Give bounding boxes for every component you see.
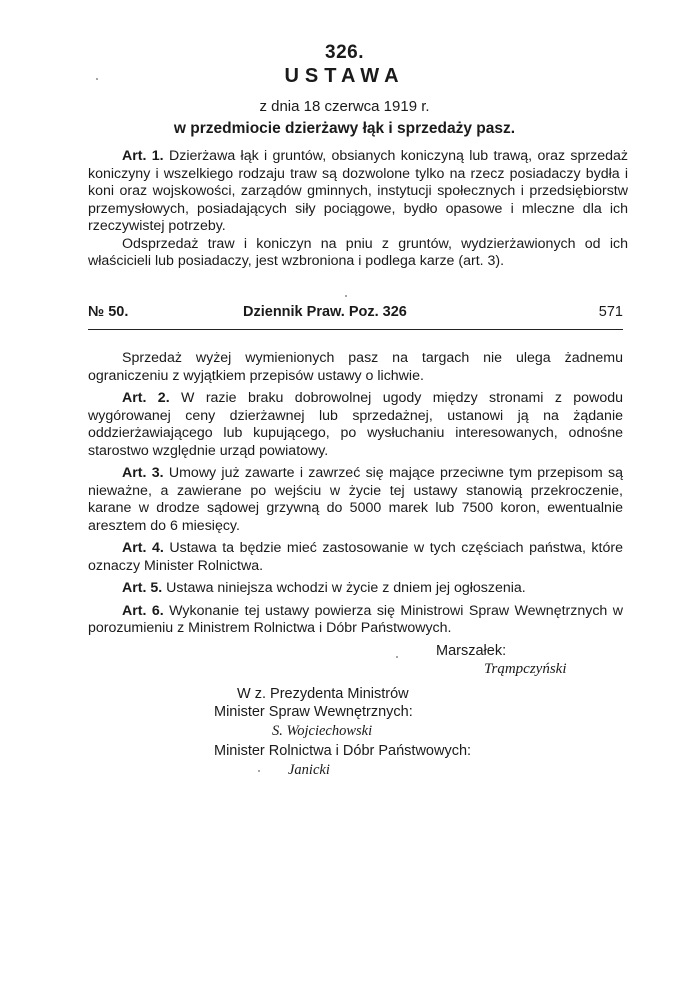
articles-block <box>88 350 623 643</box>
scan-speck <box>345 295 347 297</box>
act-number: 326. <box>325 42 364 63</box>
article-1 <box>88 148 628 236</box>
article-5 <box>88 580 623 598</box>
page-number: 571 <box>598 304 623 320</box>
article-3-text: Umowy już zawarte i zawrzeć się mające przeciwne tym przepisom są nieważne, a zawierane po wejściu w życie tej ustawy stanowią przekroczenie, karane w drodze sądowej grzywną do 5000 marek lub 7500 koron, ewentualnie aresztem do 6 miesięcy. <box>88 465 624 534</box>
act-title: USTAWA <box>284 65 405 87</box>
act-subject: w przedmiocie dzierżawy łąk i sprzedaży pasz. <box>173 120 516 137</box>
article-1-block <box>88 148 628 271</box>
article-2 <box>88 390 623 460</box>
agriculture-minister-label: Minister Rolnictwa i Dóbr Państwowych: <box>214 743 472 759</box>
scan-speck <box>96 78 98 80</box>
article-2-text: W razie braku dobrowolnej ugody między stronami z powodu wygórowanej ceny dzierżawnej lub sprzedażnej, ustanowi ją na żądanie oddzierżawiającego lub kupującego, po wysłuchaniu interesowanych, odnośne starostwo względnie urząd powiatowy. <box>88 390 623 459</box>
act-date: z dnia 18 czerwca 1919 r. <box>259 98 430 115</box>
article-4-text: Ustawa ta będzie mieć zastosowanie w tych częściach państwa, które oznaczy Minister Rolnictwa. <box>88 540 623 574</box>
header-divider <box>88 329 623 330</box>
article-5-label: Art. 5. <box>122 580 163 596</box>
article-5-text: Ustawa niniejsza wchodzi w życie z dniem jej ogłoszenia. <box>166 580 526 596</box>
scan-speck <box>396 656 398 658</box>
agriculture-minister-signature: Janicki <box>288 762 330 778</box>
page-header <box>88 304 623 324</box>
interior-minister-label: Minister Spraw Wewnętrznych: <box>214 704 413 720</box>
pm-deputy-line: W z. Prezydenta Ministrów <box>237 686 409 702</box>
article-2-label: Art. 2. <box>122 390 170 406</box>
marshal-signature: Trąmpczyński <box>484 661 567 677</box>
article-6 <box>88 603 623 638</box>
marshal-label: Marszałek: <box>436 643 507 659</box>
article-4 <box>88 540 623 575</box>
article-6-text: Wykonanie tej ustawy powierza się Ministrowi Spraw Wewnętrznych w porozumieniu z Ministrem Rolnictwa i Dóbr Państwowych. <box>88 602 623 636</box>
article-3 <box>88 465 623 535</box>
article-1-continuation: Odsprzedaż traw i koniczyn na pniu z gruntów, wydzierżawionych od ich właścicieli lub posiadaczy, jest wzbroniona i podlega karze (art. 3). <box>88 235 628 269</box>
scan-speck <box>258 770 260 772</box>
article-1-text: Dzierżawa łąk i gruntów, obsianych koniczyną lub trawą, oraz sprzedaż koniczyny i wszelkiego rodzaju traw są dozwolone tylko na rzecz posiadaczy bydła i koni oraz wojskowości, zarządów gminnych, instytucji społecznych i przedsiębiorstw przemysłowych, posiadających siły pociągowe, bydło opasowe i mleczne dla ich rzeczywistej potrzeby. <box>88 148 628 234</box>
issue-number: № 50. <box>88 304 129 320</box>
interior-minister-signature: S. Wojciechowski <box>272 723 373 739</box>
article-1-label: Art. 1. <box>122 148 164 164</box>
article-4-label: Art. 4. <box>122 540 164 556</box>
article-1-cont: Sprzedaż wyżej wymienionych pasz na targach nie ulega żadnemu ograniczeniu z wyjątkiem przepisów ustawy o lichwie. <box>88 350 623 384</box>
article-3-label: Art. 3. <box>122 465 164 481</box>
article-6-label: Art. 6. <box>122 602 164 619</box>
journal-reference: Dziennik Praw. Poz. 326 <box>243 304 407 320</box>
